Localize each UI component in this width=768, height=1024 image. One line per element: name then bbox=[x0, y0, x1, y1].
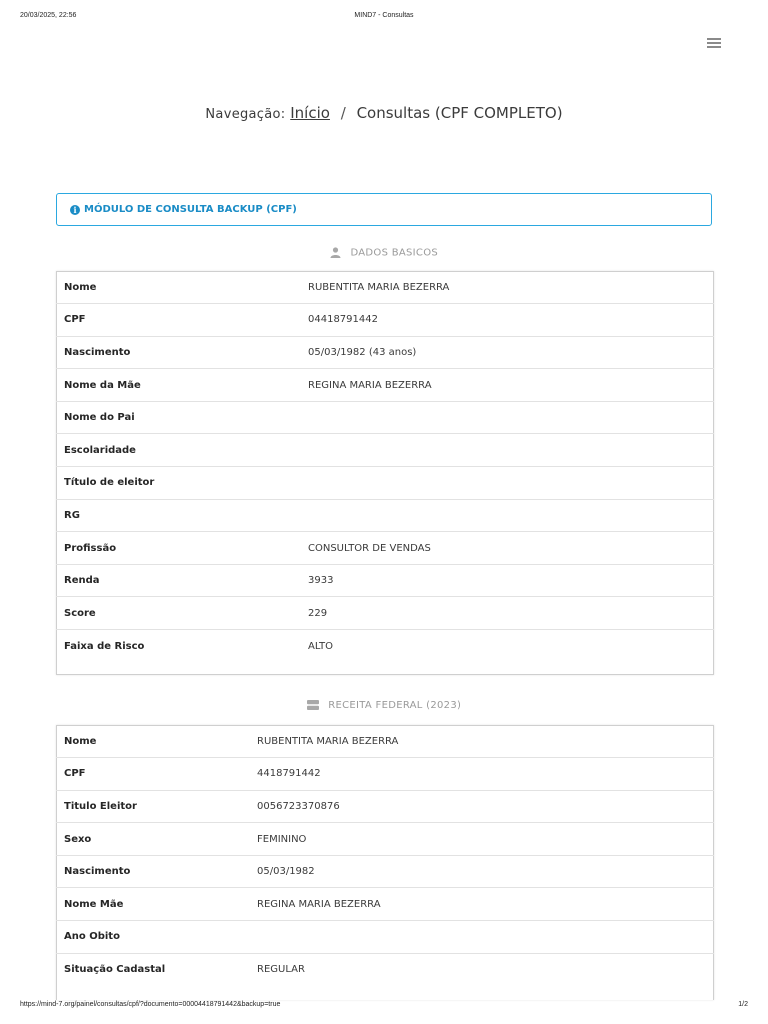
receita-federal-table bbox=[56, 725, 714, 986]
row-value: 3933 bbox=[300, 564, 714, 597]
table-row bbox=[56, 336, 714, 369]
table-row bbox=[56, 888, 714, 921]
row-value: 229 bbox=[300, 597, 714, 630]
print-footer bbox=[20, 1001, 748, 1013]
info-circle-icon: i bbox=[70, 205, 80, 215]
table-row bbox=[56, 532, 714, 565]
row-value: ALTO bbox=[300, 630, 714, 663]
table-row bbox=[56, 434, 714, 467]
row-value: FEMININO bbox=[249, 823, 714, 856]
server-icon bbox=[307, 700, 319, 710]
row-key: Nome da Mãe bbox=[56, 369, 300, 402]
table-row bbox=[56, 271, 714, 304]
row-value: 05/03/1982 (43 anos) bbox=[300, 336, 714, 369]
table-row bbox=[56, 855, 714, 888]
print-header bbox=[20, 12, 748, 24]
row-key: RG bbox=[56, 499, 300, 532]
row-value: 4418791442 bbox=[249, 758, 714, 791]
breadcrumb-label: Navegação: bbox=[205, 107, 286, 122]
user-icon bbox=[330, 247, 341, 258]
hamburger-menu-icon[interactable] bbox=[707, 38, 721, 48]
row-key: Nome do Pai bbox=[56, 401, 300, 434]
dados-basicos-title-text: DADOS BASICOS bbox=[350, 247, 439, 259]
row-value bbox=[300, 434, 714, 467]
breadcrumb-separator: / bbox=[340, 104, 346, 122]
dados-basicos-table bbox=[56, 271, 714, 662]
row-key: Faixa de Risco bbox=[56, 630, 300, 663]
table-row bbox=[56, 725, 714, 758]
print-page-title: MIND7 - Consultas bbox=[354, 12, 414, 19]
breadcrumb-current: Consultas (CPF COMPLETO) bbox=[356, 104, 563, 122]
alert-text: MÓDULO DE CONSULTA BACKUP (CPF) bbox=[84, 204, 297, 215]
table-row bbox=[56, 369, 714, 402]
row-key: Nome bbox=[64, 281, 97, 293]
row-key: Score bbox=[56, 597, 300, 630]
row-value bbox=[249, 921, 714, 954]
row-key: Situação Cadastal bbox=[56, 953, 249, 986]
row-value: RUBENTITA MARIA BEZERRA bbox=[308, 281, 450, 293]
row-key: Escolaridade bbox=[56, 434, 300, 467]
row-key: Ano Obito bbox=[56, 921, 249, 954]
row-value bbox=[300, 401, 714, 434]
table-row bbox=[56, 921, 714, 954]
row-value: CONSULTOR DE VENDAS bbox=[300, 532, 714, 565]
row-value: REGINA MARIA BEZERRA bbox=[300, 369, 714, 402]
table-row bbox=[56, 304, 714, 337]
row-key: Título de eleitor bbox=[56, 467, 300, 500]
print-url: https://mind-7.org/painel/consultas/cpf/?documento=00004418791442&backup=true bbox=[20, 1001, 281, 1008]
row-key: CPF bbox=[56, 304, 300, 337]
row-key: Profissão bbox=[56, 532, 300, 565]
table-row bbox=[56, 467, 714, 500]
row-key: Titulo Eleitor bbox=[56, 790, 249, 823]
row-value: 05/03/1982 bbox=[249, 855, 714, 888]
table-row bbox=[56, 564, 714, 597]
print-datetime: 20/03/2025, 22:56 bbox=[20, 12, 77, 19]
row-value: 0056723370876 bbox=[249, 790, 714, 823]
backup-module-alert bbox=[56, 193, 712, 226]
breadcrumb bbox=[0, 104, 768, 122]
table-row bbox=[56, 630, 714, 663]
table-row bbox=[56, 823, 714, 856]
row-value bbox=[300, 499, 714, 532]
print-page-number: 1/2 bbox=[738, 1001, 748, 1008]
table-row bbox=[56, 499, 714, 532]
row-key: Renda bbox=[56, 564, 300, 597]
row-key: Sexo bbox=[56, 823, 249, 856]
row-key: CPF bbox=[56, 758, 249, 791]
table-row bbox=[56, 790, 714, 823]
dados-basicos-title bbox=[56, 247, 712, 259]
receita-federal-title bbox=[56, 700, 712, 711]
table-row bbox=[56, 758, 714, 791]
row-value: REGULAR bbox=[249, 953, 714, 986]
row-key: Nascimento bbox=[56, 336, 300, 369]
row-key: Nome Mãe bbox=[56, 888, 249, 921]
receita-federal-title-text: RECEITA FEDERAL (2023) bbox=[328, 700, 462, 711]
table-row bbox=[56, 597, 714, 630]
table-row bbox=[56, 401, 714, 434]
row-value: 04418791442 bbox=[300, 304, 714, 337]
row-value: RUBENTITA MARIA BEZERRA bbox=[257, 735, 399, 747]
breadcrumb-home-link[interactable]: Início bbox=[290, 104, 330, 122]
row-value: REGINA MARIA BEZERRA bbox=[249, 888, 714, 921]
table-row bbox=[56, 953, 714, 986]
row-key: Nascimento bbox=[56, 855, 249, 888]
row-value bbox=[300, 467, 714, 500]
row-key: Nome bbox=[64, 735, 97, 747]
